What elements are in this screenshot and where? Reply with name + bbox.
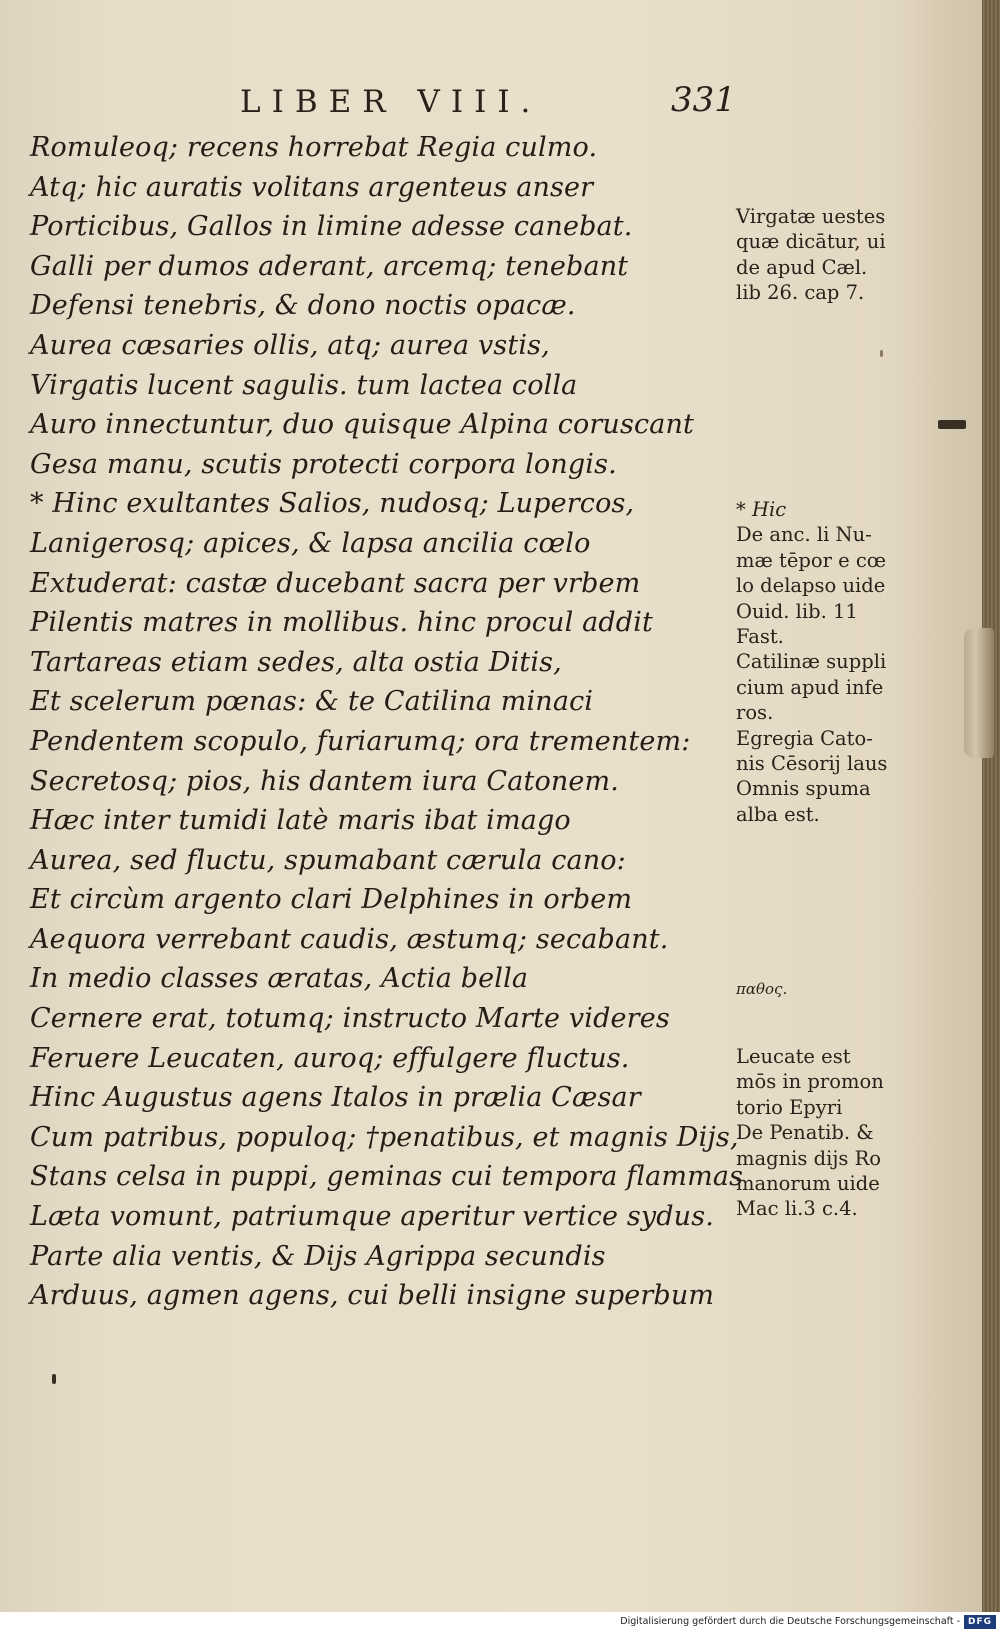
verse-line: Aequora verrebant caudis, æstumq; secabant. (30, 923, 669, 955)
marginal-line: nis Cēsorij laus (736, 752, 888, 776)
marginal-line: Omnis spuma (736, 777, 871, 801)
ink-speck (880, 350, 883, 357)
verse-line: Gesa manu, scutis protecti corpora longis. (30, 448, 617, 480)
verse-line: Hæc inter tumidi latè maris ibat imago (30, 805, 571, 837)
marginal-line: De Penatib. & (736, 1121, 874, 1145)
ink-blot (938, 420, 966, 429)
verse-line: Pendentem scopulo, furiarumq; ora trementem: (30, 725, 691, 757)
marginal-line: ros. (736, 701, 774, 725)
verse-line: Cernere erat, totumq; instructo Marte videres (30, 1003, 670, 1035)
marginal-line: lib 26. cap 7. (736, 281, 865, 305)
verse-line: Aurea, sed fluctu, spumabant cærula cano: (30, 844, 626, 876)
verse-line: Lanigerosq; apices, & lapsa ancilia cœlo (30, 527, 591, 559)
marginal-line: παθος. (736, 980, 788, 998)
page-header (240, 80, 740, 124)
digitization-credit: Digitalisierung gefördert durch die Deutsche Forschungsgemeinschaft - (620, 1616, 960, 1627)
dfg-logo: DFG (964, 1615, 996, 1629)
marginal-line: de apud Cæl. (736, 255, 868, 279)
verse-line: Et circùm argento clari Delphines in orbem (30, 884, 633, 916)
verse-line: Porticibus, Gallos in limine adesse canebat. (30, 211, 633, 243)
verse-line: Atq; hic auratis volitans argenteus anser (30, 171, 594, 203)
verse-line: Aurea cæsaries ollis, atq; aurea vstis, (30, 329, 550, 361)
marginal-line: torio Epyri (736, 1095, 843, 1119)
marginal-note-pathos (736, 977, 787, 1002)
marginal-line: Ouid. lib. 11 (736, 599, 858, 623)
marginal-note-leucate (736, 1044, 884, 1222)
verse-line: Pilentis matres in mollibus. hinc procul addit (30, 607, 654, 639)
verse-block (30, 128, 744, 1316)
verse-line: Hinc Augustus agens Italos in prælia Cæsar (30, 1082, 641, 1114)
verse-line: Secretosq; pios, his dantem iura Catonem. (30, 765, 620, 797)
verse-line: Cum patribus, populoq; †penatibus, et magnis Dijs, (30, 1121, 739, 1153)
verse-line: Parte alia ventis, & Dijs Agrippa secundis (30, 1240, 606, 1272)
marginal-line: mōs in promon (736, 1070, 884, 1094)
marginal-line: lo delapso uide (736, 574, 886, 598)
page-edge (982, 0, 1000, 1612)
marginal-line: Mac li.3 c.4. (736, 1197, 858, 1221)
verse-line: Auro innectuntur, duo quisque Alpina coruscant (30, 409, 695, 441)
verse-line: Galli per dumos aderant, arcemq; tenebant (30, 250, 629, 282)
marginal-line: quæ dicātur, ui (736, 230, 886, 254)
marginal-line: Catilinæ suppli (736, 650, 887, 674)
verse-line: Virgatis lucent sagulis. tum lactea colla (30, 369, 578, 401)
marginal-line: Virgatæ uestes (736, 205, 886, 228)
marginal-line: alba est. (736, 802, 820, 826)
ink-speck (52, 1374, 56, 1384)
verse-line: Feruere Leucaten, auroq; effulgere fluctus. (30, 1042, 630, 1074)
marginal-line: Leucate est (736, 1045, 851, 1068)
verse-line: Defensi tenebris, & dono noctis opacæ. (30, 290, 576, 322)
verse-line: In medio classes æratas, Actia bella (30, 963, 529, 995)
marginal-line: Egregia Cato- (736, 726, 873, 750)
page-number: 331 (671, 80, 736, 120)
running-title: LIBER VIII. (240, 84, 542, 120)
verse-line: Romuleoq; recens horrebat Regia culmo. (30, 132, 598, 163)
marginal-note-ancilia (736, 497, 887, 827)
book-clasp (964, 628, 994, 758)
footer-bar (0, 1612, 1000, 1633)
marginal-line: magnis dijs Ro (736, 1146, 881, 1170)
marginal-line: cium apud infe (736, 675, 884, 699)
marginal-line: manorum uide (736, 1172, 880, 1196)
verse-line: Arduus, agmen agens, cui belli insigne superbum (30, 1280, 715, 1312)
marginal-line: * Hic (736, 498, 787, 521)
verse-line: Extuderat: castæ ducebant sacra per vrbem (30, 567, 641, 599)
marginal-line: Fast. (736, 625, 784, 649)
marginal-line: mæ tēpor e cœ (736, 548, 887, 572)
verse-line: Stans celsa in puppi, geminas cui tempora flammas (30, 1161, 744, 1193)
verse-line: * Hinc exultantes Salios, nudosq; Lupercos, (30, 488, 635, 520)
marginal-note-virgatae (736, 204, 886, 306)
verse-line: Tartareas etiam sedes, alta ostia Ditis, (30, 646, 562, 678)
verse-line: Et scelerum pœnas: & te Catilina minaci (30, 686, 594, 718)
marginal-line: De anc. li Nu- (736, 523, 872, 547)
verse-line: Læta vomunt, patriumque aperitur vertice sydus. (30, 1201, 714, 1233)
